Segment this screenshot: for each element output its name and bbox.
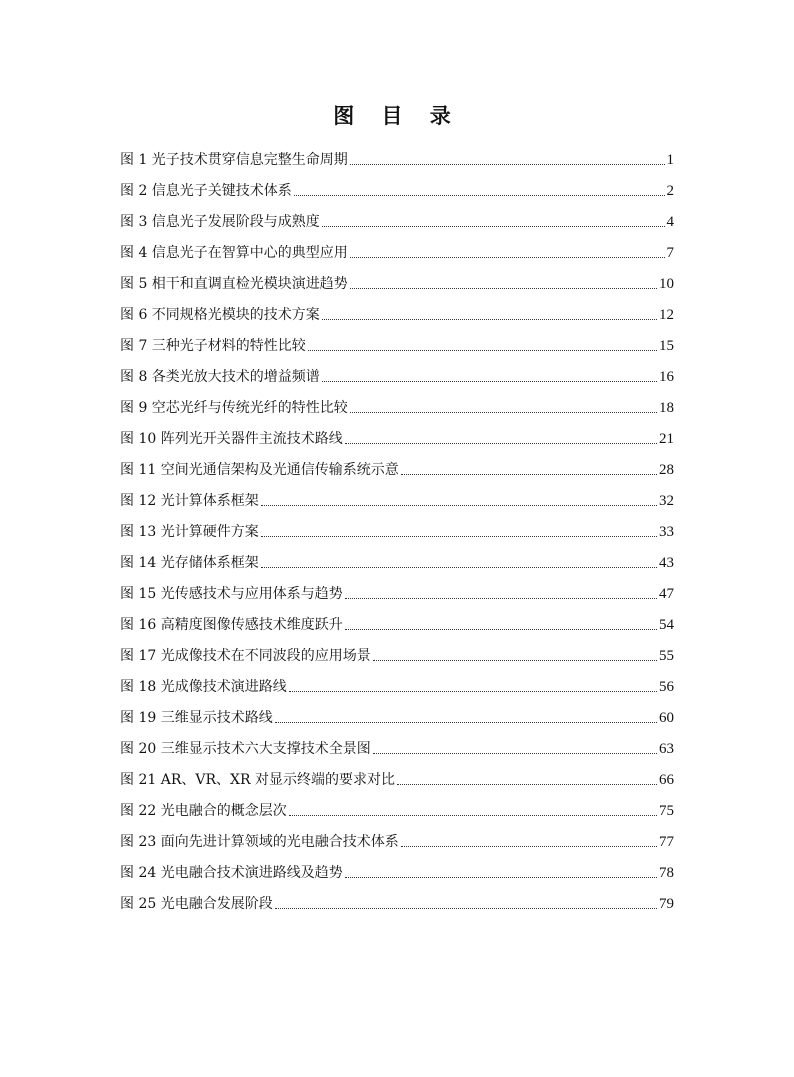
dot-leader <box>294 195 665 196</box>
dot-leader <box>261 567 657 568</box>
toc-entry[interactable] <box>120 512 674 543</box>
toc-entry[interactable] <box>120 605 674 636</box>
dot-leader <box>322 381 657 382</box>
entry-label: 图 1 光子技术贯穿信息完整生命周期 <box>120 152 348 168</box>
dot-leader <box>289 691 657 692</box>
entry-label: 图 7 三种光子材料的特性比较 <box>120 338 306 354</box>
toc-entry[interactable] <box>120 357 674 388</box>
dot-leader <box>401 474 657 475</box>
entry-label: 图 25 光电融合发展阶段 <box>120 896 273 912</box>
dot-leader <box>261 536 657 537</box>
toc-entry[interactable] <box>120 326 674 357</box>
toc-entry[interactable] <box>120 233 674 264</box>
entry-page-number: 56 <box>659 679 674 695</box>
entry-page-number: 78 <box>659 865 674 881</box>
entry-page-number: 77 <box>659 834 674 850</box>
entry-page-number: 54 <box>659 617 674 633</box>
entry-label: 图 10 阵列光开关器件主流技术路线 <box>120 431 343 447</box>
entry-page-number: 79 <box>659 896 674 912</box>
entry-label: 图 9 空芯光纤与传统光纤的特性比较 <box>120 400 348 416</box>
entry-label: 图 4 信息光子在智算中心的典型应用 <box>120 245 348 261</box>
toc-entry[interactable] <box>120 171 674 202</box>
entry-page-number: 18 <box>659 400 674 416</box>
toc-entry[interactable] <box>120 822 674 853</box>
entry-page-number: 10 <box>659 276 674 292</box>
entry-label: 图 21 AR、VR、XR 对显示终端的要求对比 <box>120 772 395 788</box>
dot-leader <box>322 319 657 320</box>
toc-entry[interactable] <box>120 450 674 481</box>
dot-leader <box>345 629 657 630</box>
entry-label: 图 19 三维显示技术路线 <box>120 710 273 726</box>
page-title: 图 目 录 <box>333 104 461 128</box>
entry-label: 图 20 三维显示技术六大支撑技术全景图 <box>120 741 371 757</box>
toc-entry[interactable] <box>120 884 674 915</box>
entry-page-number: 21 <box>659 431 674 447</box>
toc-entry[interactable] <box>120 419 674 450</box>
entry-page-number: 7 <box>666 245 674 261</box>
entry-page-number: 47 <box>659 586 674 602</box>
figure-list <box>120 140 674 915</box>
entry-page-number: 16 <box>659 369 674 385</box>
entry-label: 图 11 空间光通信架构及光通信传输系统示意 <box>120 462 399 478</box>
entry-page-number: 1 <box>666 152 674 168</box>
dot-leader <box>345 877 657 878</box>
toc-entry[interactable] <box>120 574 674 605</box>
entry-label: 图 15 光传感技术与应用体系与趋势 <box>120 586 343 602</box>
entry-page-number: 4 <box>666 214 674 230</box>
dot-leader <box>261 505 657 506</box>
entry-page-number: 32 <box>659 493 674 509</box>
entry-label: 图 17 光成像技术在不同波段的应用场景 <box>120 648 371 664</box>
dot-leader <box>322 226 665 227</box>
toc-entry[interactable] <box>120 667 674 698</box>
entry-label: 图 23 面向先进计算领域的光电融合技术体系 <box>120 834 399 850</box>
entry-page-number: 66 <box>659 772 674 788</box>
dot-leader <box>373 753 657 754</box>
toc-entry[interactable] <box>120 791 674 822</box>
toc-entry[interactable] <box>120 853 674 884</box>
dot-leader <box>275 908 657 909</box>
entry-label: 图 16 高精度图像传感技术维度跃升 <box>120 617 343 633</box>
dot-leader <box>350 164 665 165</box>
entry-label: 图 6 不同规格光模块的技术方案 <box>120 307 320 323</box>
dot-leader <box>373 660 657 661</box>
entry-page-number: 28 <box>659 462 674 478</box>
dot-leader <box>350 412 657 413</box>
entry-page-number: 60 <box>659 710 674 726</box>
dot-leader <box>308 350 657 351</box>
entry-page-number: 2 <box>666 183 674 199</box>
entry-page-number: 15 <box>659 338 674 354</box>
entry-label: 图 8 各类光放大技术的增益频谱 <box>120 369 320 385</box>
entry-label: 图 22 光电融合的概念层次 <box>120 803 287 819</box>
toc-entry[interactable] <box>120 140 674 171</box>
entry-page-number: 33 <box>659 524 674 540</box>
toc-entry[interactable] <box>120 698 674 729</box>
entry-label: 图 18 光成像技术演进路线 <box>120 679 287 695</box>
toc-entry[interactable] <box>120 636 674 667</box>
toc-entry[interactable] <box>120 202 674 233</box>
entry-page-number: 12 <box>659 307 674 323</box>
entry-label: 图 13 光计算硬件方案 <box>120 524 259 540</box>
dot-leader <box>345 598 657 599</box>
dot-leader <box>275 722 657 723</box>
entry-label: 图 14 光存储体系框架 <box>120 555 259 571</box>
dot-leader <box>345 443 657 444</box>
dot-leader <box>401 846 657 847</box>
entry-page-number: 75 <box>659 803 674 819</box>
entry-page-number: 43 <box>659 555 674 571</box>
dot-leader <box>350 288 657 289</box>
entry-label: 图 24 光电融合技术演进路线及趋势 <box>120 865 343 881</box>
toc-entry[interactable] <box>120 264 674 295</box>
toc-entry[interactable] <box>120 729 674 760</box>
toc-entry[interactable] <box>120 388 674 419</box>
entry-page-number: 63 <box>659 741 674 757</box>
entry-label: 图 3 信息光子发展阶段与成熟度 <box>120 214 320 230</box>
entry-label: 图 5 相干和直调直检光模块演进趋势 <box>120 276 348 292</box>
toc-entry[interactable] <box>120 543 674 574</box>
entry-label: 图 12 光计算体系框架 <box>120 493 259 509</box>
dot-leader <box>397 784 657 785</box>
entry-label: 图 2 信息光子关键技术体系 <box>120 183 292 199</box>
toc-entry[interactable] <box>120 481 674 512</box>
toc-entry[interactable] <box>120 760 674 791</box>
entry-page-number: 55 <box>659 648 674 664</box>
toc-entry[interactable] <box>120 295 674 326</box>
dot-leader <box>289 815 657 816</box>
dot-leader <box>350 257 665 258</box>
